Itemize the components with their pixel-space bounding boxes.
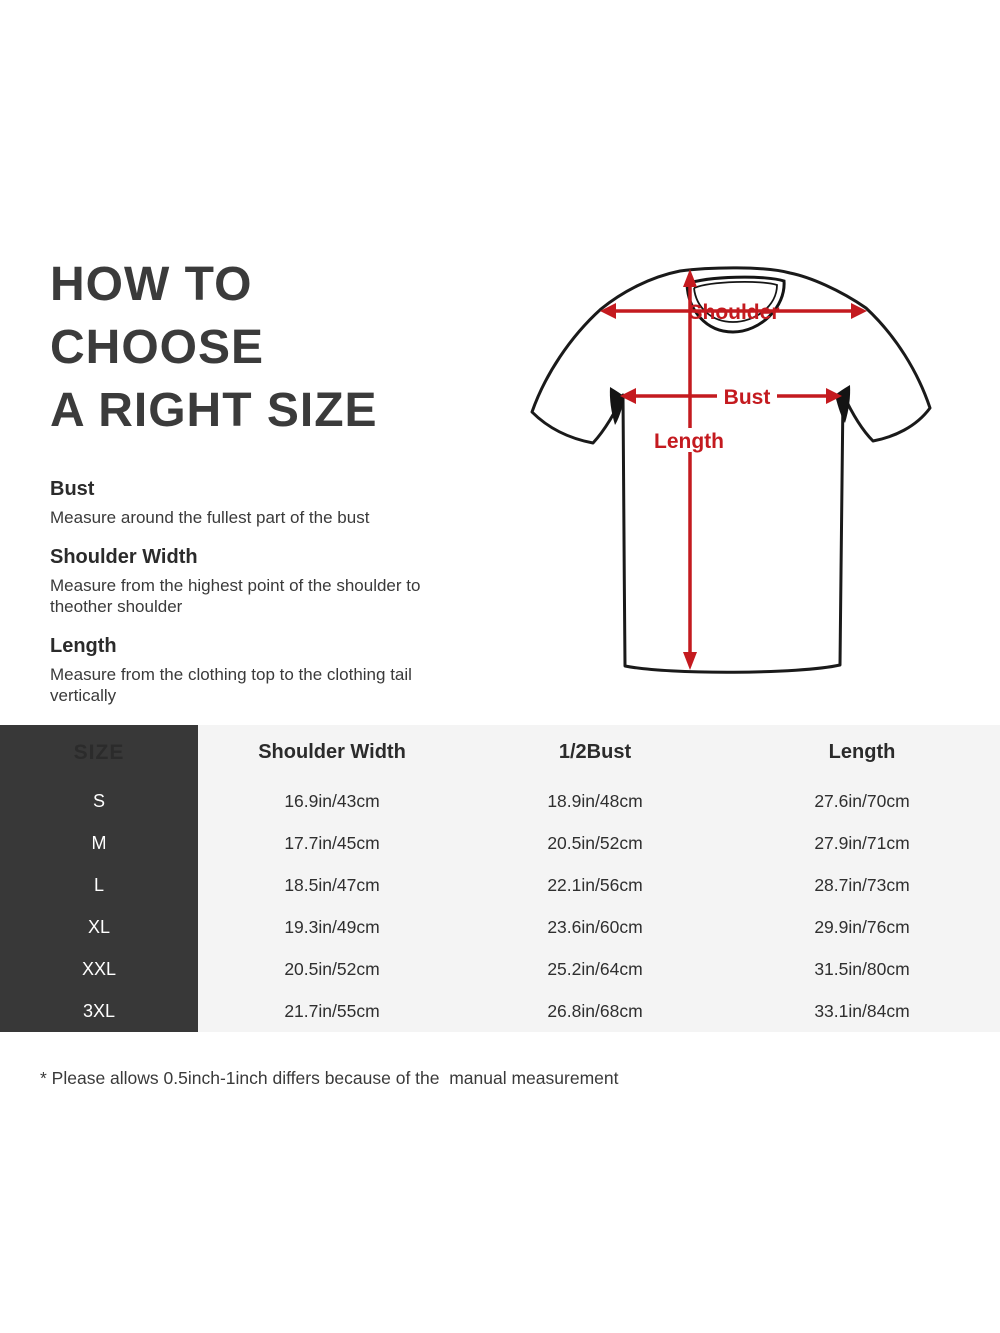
shoulder-width-value: 16.9in/43cm	[284, 790, 380, 811]
measurement-disclaimer: * Please allows 0.5inch-1inch differs because of the manual measurement	[40, 1068, 619, 1088]
half-bust-value: 20.5in/52cm	[547, 832, 643, 853]
length-value: 29.9in/76cm	[814, 916, 910, 937]
instruction-bust	[50, 476, 480, 528]
length-value: 31.5in/80cm	[814, 958, 910, 979]
size-label: L	[0, 864, 198, 906]
instruction-shoulder-width	[50, 544, 480, 617]
instruction-length-text: Measure from the clothing top to the clothing tail vertically	[50, 665, 412, 705]
instruction-length-heading: Length	[50, 635, 117, 657]
page-title-line2: A RIGHT SIZE	[50, 384, 378, 437]
instruction-bust-text: Measure around the fullest part of the bust	[50, 508, 370, 527]
size-label: M	[0, 822, 198, 864]
half-bust-value: 25.2in/64cm	[547, 958, 643, 979]
length-value: 27.9in/71cm	[814, 832, 910, 853]
shoulder-width-value: 18.5in/47cm	[284, 874, 380, 895]
size-table-header-row	[0, 725, 1000, 780]
table-row-xl	[0, 906, 1000, 948]
table-row-xxl	[0, 948, 1000, 990]
half-bust-value: 18.9in/48cm	[547, 790, 643, 811]
instruction-shoulder-width-text: Measure from the highest point of the shoulder to theother shoulder	[50, 576, 421, 616]
size-table	[0, 725, 1000, 1032]
size-label: XL	[0, 906, 198, 948]
instruction-shoulder-width-heading: Shoulder Width	[50, 546, 198, 568]
size-label: S	[0, 780, 198, 822]
half-bust-value: 22.1in/56cm	[547, 874, 643, 895]
column-header-length: Length	[828, 741, 896, 763]
shoulder-width-value: 20.5in/52cm	[284, 958, 380, 979]
table-row-m	[0, 822, 1000, 864]
page-title-line1: HOW TO CHOOSE	[50, 258, 265, 374]
tshirt-diagram-svg	[510, 245, 950, 695]
length-value: 28.7in/73cm	[814, 874, 910, 895]
tshirt-measurement-diagram	[510, 245, 950, 695]
length-value: 27.6in/70cm	[814, 790, 910, 811]
instruction-bust-heading: Bust	[50, 478, 95, 500]
instruction-length	[50, 633, 480, 706]
length-value: 33.1in/84cm	[814, 1000, 910, 1021]
size-label: 3XL	[0, 990, 198, 1032]
shoulder-width-value: 17.7in/45cm	[284, 832, 380, 853]
table-row-3xl	[0, 990, 1000, 1032]
half-bust-value: 26.8in/68cm	[547, 1000, 643, 1021]
page-title	[50, 253, 480, 442]
shoulder-width-value: 19.3in/49cm	[284, 916, 380, 937]
column-header-shoulder-width: Shoulder Width	[258, 741, 406, 763]
shoulder-label: Shoulder	[688, 301, 780, 324]
half-bust-value: 23.6in/60cm	[547, 916, 643, 937]
shoulder-width-value: 21.7in/55cm	[284, 1000, 380, 1021]
intro-column	[50, 253, 480, 706]
bust-label: Bust	[723, 386, 771, 409]
column-header-half-bust: 1/2Bust	[558, 741, 632, 763]
length-label: Length	[654, 430, 724, 453]
size-label: XXL	[0, 948, 198, 990]
column-header-size: SIZE	[0, 725, 198, 780]
table-row-l	[0, 864, 1000, 906]
table-row-s	[0, 780, 1000, 822]
